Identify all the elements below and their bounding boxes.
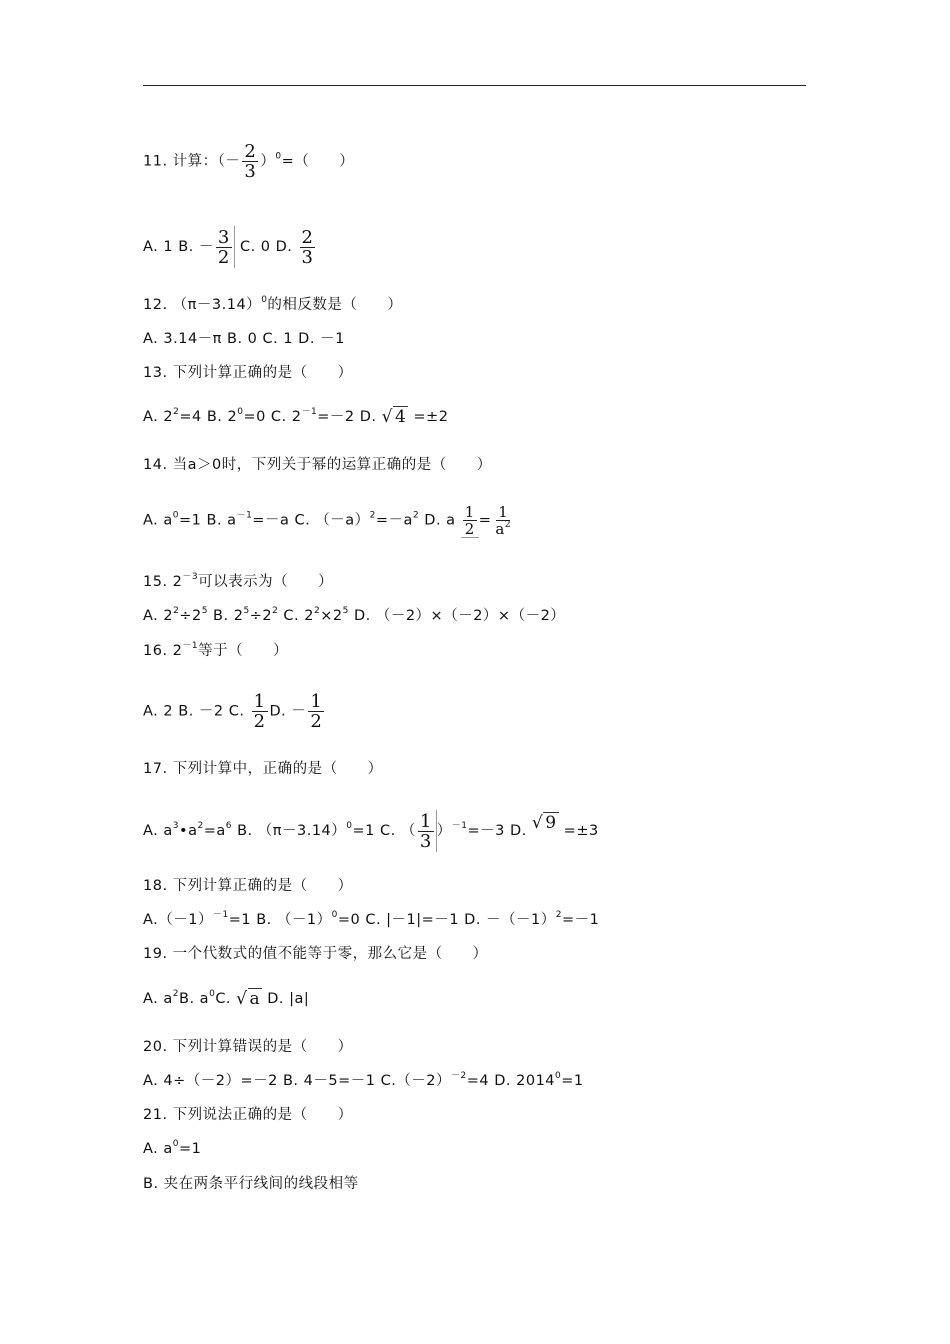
question-18-options: $A.(-1)^{-1}=1$ B. $(-1)^0=0$ C. |－1|=－1 D. $-(-1)^2=-1$: [143, 910, 600, 928]
question-19-stem: 19. 一个代数式的值不能等于零，那么它是（ ）: [143, 946, 488, 962]
fraction-1-3: $\frac{1}{3}$: [419, 810, 432, 852]
question-17-stem: 17. 下列计算中，正确的是（ ）: [143, 761, 383, 777]
fraction-1-2-c: $\frac{1}{2}$: [253, 691, 266, 732]
question-15-stem: 15. $2^{-3}$可以表示为（ ）: [143, 572, 334, 590]
question-13-stem: 13. 下列计算正确的是（ ）: [143, 365, 353, 381]
question-15-options: A. $2^2\div 2^5$ B. $2^5\div 2^2$ C. $2^2\times 2^5$ D. （－2）×（－2）×（－2）: [143, 606, 566, 624]
fraction-2-3-option: $\frac{2}{3}$: [301, 226, 314, 268]
question-14-stem: 14. 当a＞0时，下列关于幂的运算正确的是（ ）: [143, 457, 492, 473]
fraction-3-2: $\frac{3}{2}$: [217, 226, 230, 268]
question-21-stem: 21. 下列说法正确的是（ ）: [143, 1107, 353, 1123]
question-16-options: A. 2 B. －2 C. $\frac{1}{2}$ D. － $\frac{1}{2}$: [143, 691, 323, 732]
question-19-options: A. $a^2B$. $a^0C$. √ a D. |a|: [143, 989, 310, 1009]
sqrt-4: √ 4: [381, 407, 407, 427]
question-21-option-a: A. $a^0=1$: [143, 1139, 202, 1157]
question-12-options: A. 3.14－π B. 0 C. 1 D. －1: [143, 331, 345, 347]
question-20-options: A. 4÷（－2）=－2 B. 4－5=－1 $C.(-2)^{-2}=4$ D. $2014^0=1$: [143, 1071, 584, 1089]
question-17-options: A. $a^3•a^2=a^6$ B. $(\pi-3.14)^0=1$ C. （ $\frac{1}{3}$ ）$^{-1}$=－3 D. √ 9 =±3: [143, 810, 599, 852]
question-16-stem: 16. $2^{-1}$等于（ ）: [143, 641, 289, 659]
question-11-stem: 11. 计算：（－ $\frac{2}{3}$ ）$^0$=（ ）: [143, 141, 355, 182]
question-14-options: A. $a^0=1$ B. $a^{-1}=-a$ C. $(-a)^2=-a^2$ D. a $\frac{1}{2}$ = $\frac{1}{a^2}$: [143, 503, 512, 538]
sqrt-a: √ a: [236, 989, 261, 1009]
sqrt-9: √ 9: [531, 813, 557, 833]
question-18-stem: 18. 下列计算正确的是（ ）: [143, 878, 353, 894]
question-13-options: A. $2^2=4$ B. $2^0=0$ C. $2^{-1}=-2$ D. √ 4 =±2: [143, 407, 449, 427]
fraction-2-3: $\frac{2}{3}$: [244, 141, 257, 182]
fraction-1-2-d: $\frac{1}{2}$: [310, 691, 323, 732]
question-11-options: A. 1 B. － $\frac{3}{2}$ C. 0 D. $\frac{2}{3}$: [143, 226, 314, 268]
fraction-1-over-a-squared: $\frac{1}{a^2}$: [495, 503, 512, 538]
question-21-option-b: B. 夹在两条平行线间的线段相等: [143, 1176, 359, 1192]
question-20-stem: 20. 下列计算错误的是（ ）: [143, 1039, 353, 1055]
question-12-stem: 12. $(\pi-3.14)^0$的相反数是（ ）: [143, 295, 403, 313]
fraction-1-2: $\frac{1}{2}$: [464, 503, 475, 538]
header-rule: [143, 85, 806, 86]
